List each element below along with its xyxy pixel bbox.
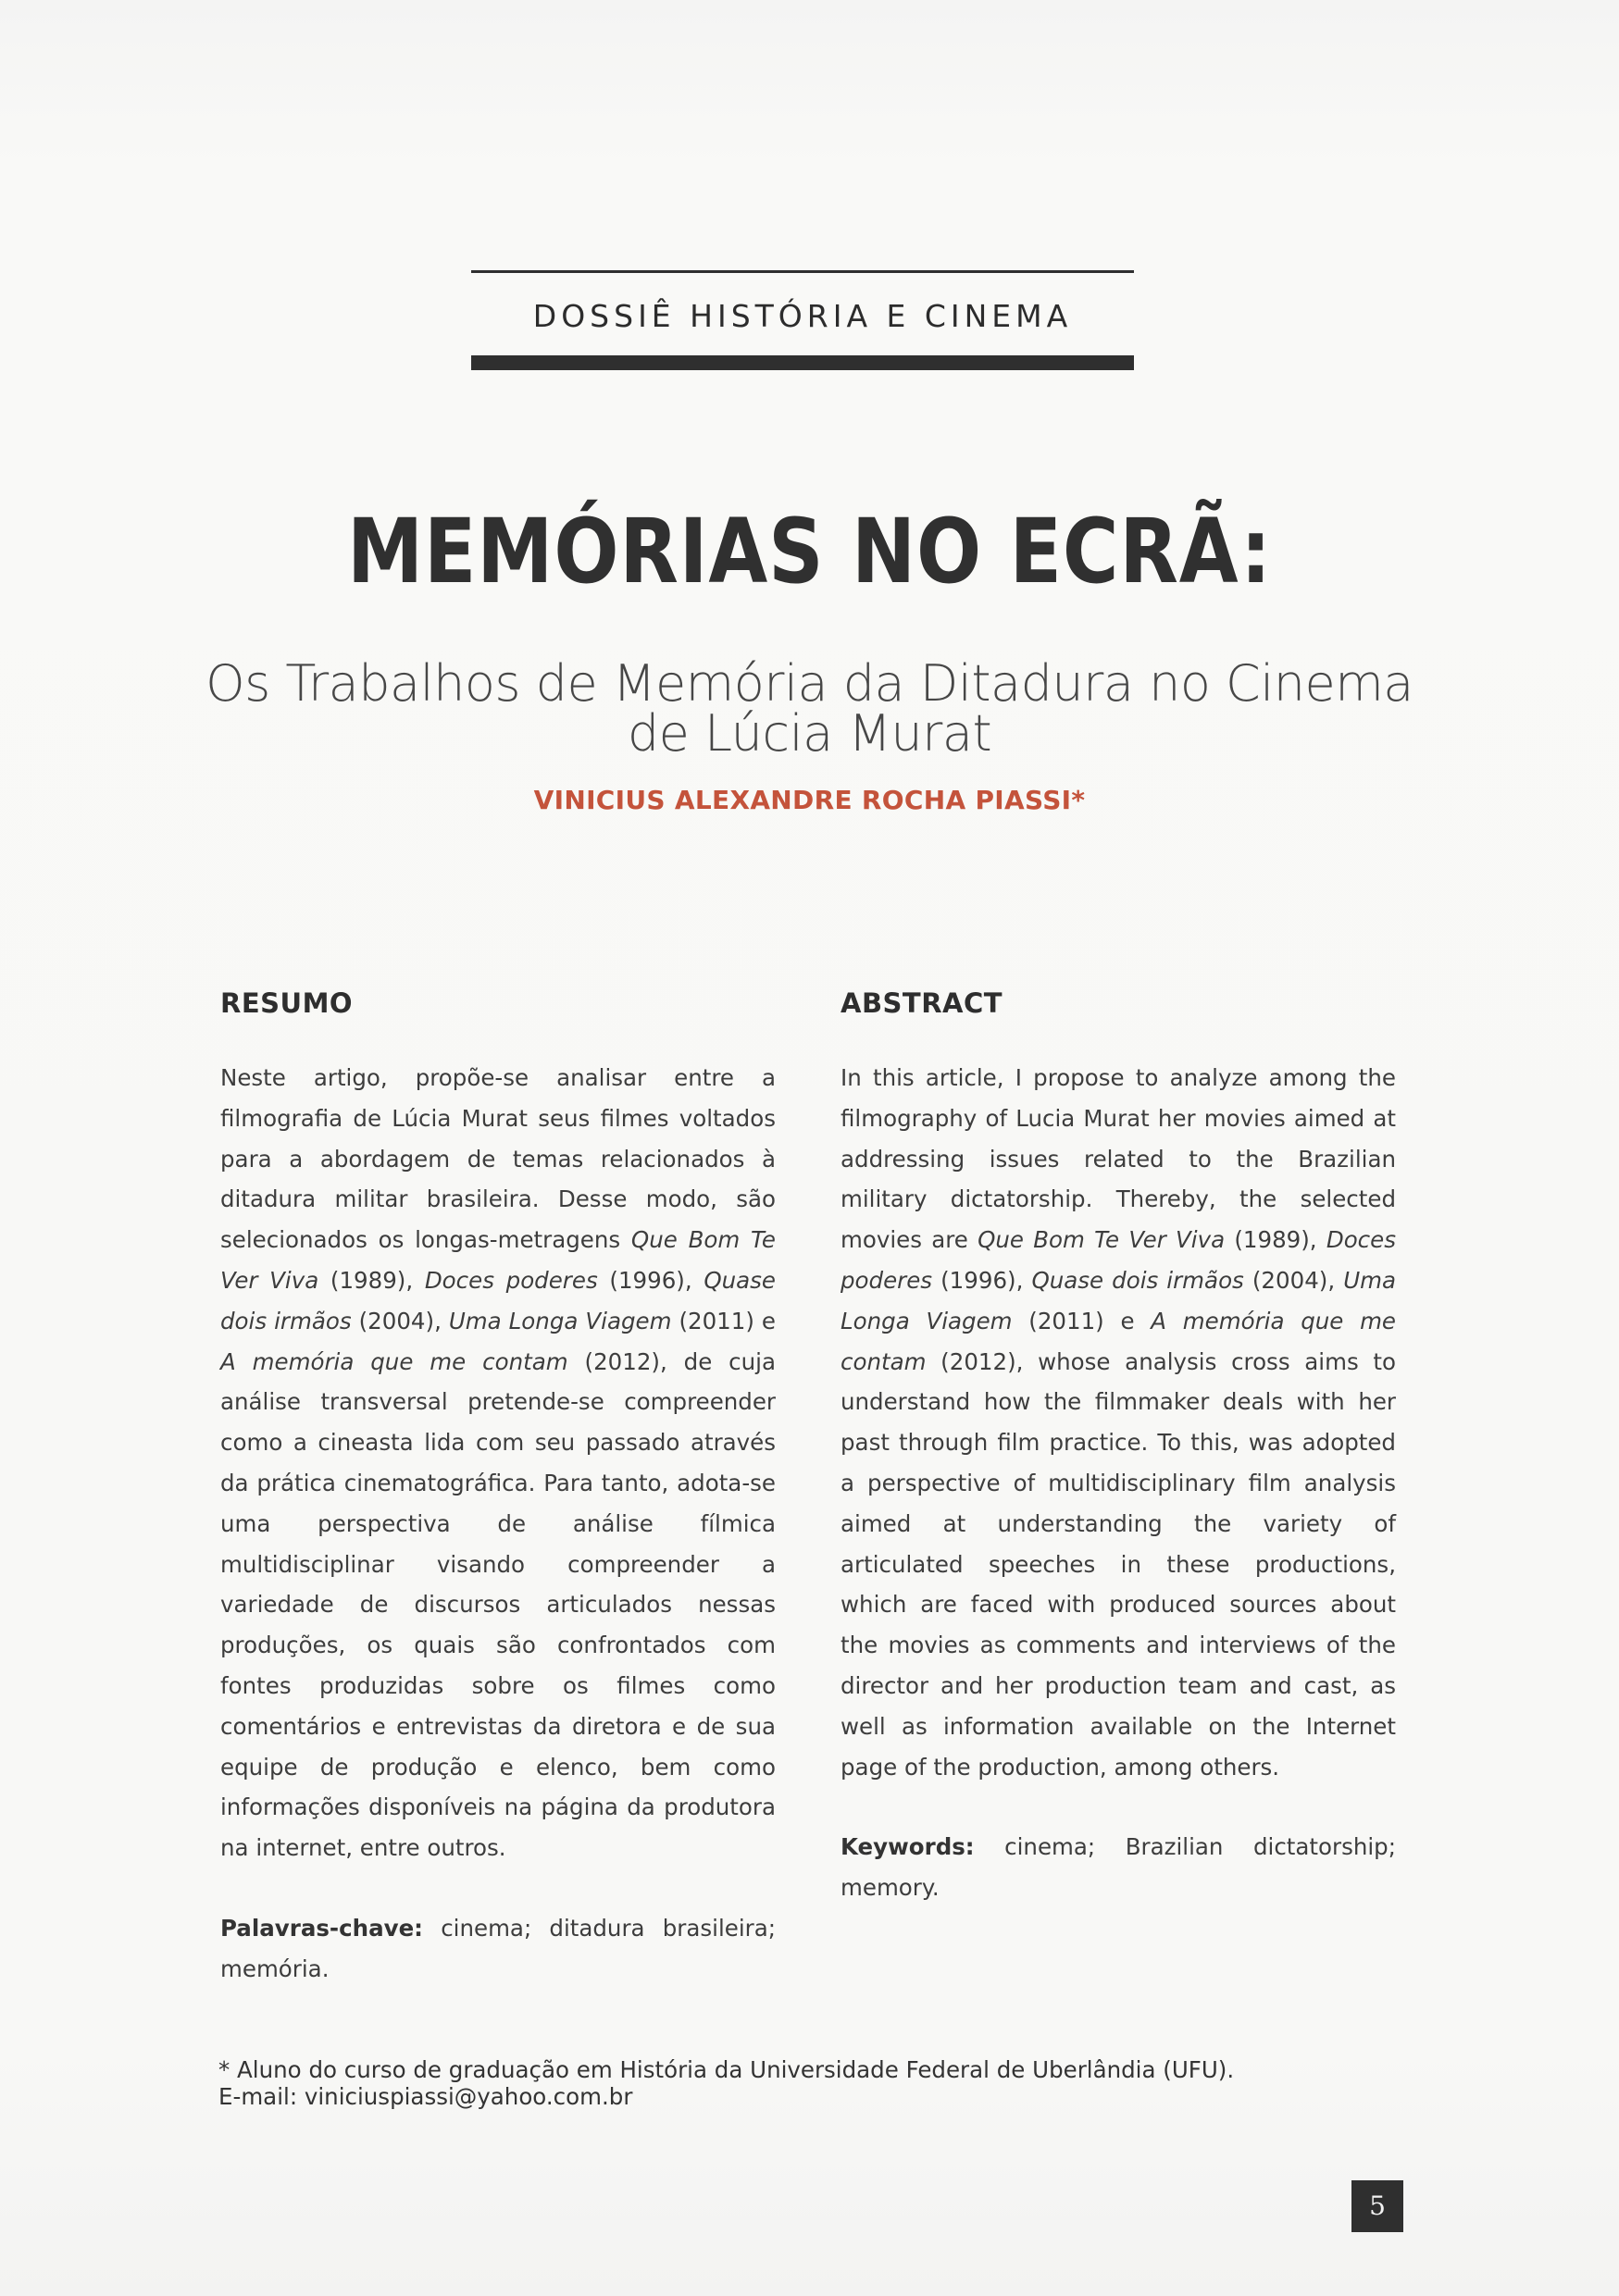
keywords-list: cinema; Brazilian dictatorship; memory. — [841, 1833, 1396, 1902]
subtitle-line-2: de Lúcia Murat — [627, 704, 992, 763]
keywords-list: cinema; ditadura brasileira; memória. — [220, 1914, 776, 1982]
abstract-text: (2011) e — [1012, 1307, 1152, 1334]
author-footnote — [218, 2056, 1234, 2110]
film-title: Uma Longa Viagem — [448, 1307, 672, 1334]
keywords-label: Keywords: — [841, 1833, 975, 1861]
film-title: A memória que me contam — [220, 1347, 568, 1375]
abstract-heading: ABSTRACT — [841, 987, 1003, 1019]
section-header — [471, 270, 1134, 370]
film-title: Quase dois irmãos — [1031, 1266, 1244, 1294]
page-number: 5 — [1351, 2180, 1403, 2232]
abstract-text: In this article, I propose to analyze among the filmography of Lucia Murat her movies aimed at addressing issues related to the Brazilian military dictatorship. Thereby, the selected movies are — [841, 1064, 1396, 1254]
header-bottom-rule — [471, 355, 1134, 370]
abstract-text: (2004), — [1243, 1266, 1344, 1294]
resumo-text: (1989), — [318, 1266, 425, 1294]
abstract-text: (1996), — [932, 1266, 1032, 1294]
header-top-rule — [471, 270, 1134, 273]
resumo-text: (2004), — [351, 1307, 449, 1334]
abstract-text: (2012), whose analysis cross aims to understand how the filmmaker deals with her past through film practice. To this, was adopted a perspective of multidisciplinary film analysis aimed at understanding the variety of articulated speeches in these productions, which are faced with produced sources about the movies as comments and interviews of the director and her production team and cast, as well as information available on the Internet page of the production, among others. — [841, 1347, 1396, 1781]
resumo-text: (2012), de cuja análise transversal pretende-se compreender como a cineasta lida com seu passado através da prática cinematográfica. Para tanto, adota-se uma perspectiva de análise fílmica multidisciplinar visando compreender a variedade de discursos articulados nessas produções, os quais são confrontados com fontes produzidas sobre os filmes como comentários e entrevistas da diretora e de sua equipe de produção e elenco, bem como informações disponíveis na página da produtora na internet, entre outros. — [220, 1347, 776, 1862]
abstract-column — [841, 984, 1396, 1908]
section-label: DOSSIÊ HISTÓRIA E CINEMA — [532, 298, 1073, 334]
keywords-label: Palavras-chave: — [220, 1914, 423, 1942]
film-title: Que Bom Te Ver Viva — [978, 1226, 1226, 1254]
film-title: Quase dois irmãos — [220, 1266, 776, 1334]
author-name: VINICIUS ALEXANDRE ROCHA PIASSI* — [533, 785, 1086, 815]
resumo-column — [220, 984, 776, 1990]
abstract-body — [841, 1058, 1396, 1787]
resumo-keywords — [220, 1908, 776, 1990]
resumo-body — [220, 1058, 776, 1868]
article-title: MEMÓRIAS NO ECRÃ: — [347, 500, 1272, 603]
film-title: A memória que me contam — [841, 1307, 1397, 1375]
subtitle-line-1: Os Trabalhos de Memória da Ditadura no Cinema — [205, 654, 1414, 713]
resumo-heading: RESUMO — [220, 987, 354, 1019]
resumo-text: (2011) e — [671, 1307, 776, 1334]
abstract-text: (1989), — [1225, 1226, 1326, 1254]
film-title: Doces poderes — [841, 1226, 1396, 1294]
film-title: Uma Longa Viagem — [841, 1266, 1396, 1334]
footnote-affiliation: * Aluno do curso de graduação em História da Universidade Federal de Uberlândia (UFU). — [218, 2056, 1235, 2083]
abstract-keywords — [841, 1827, 1396, 1908]
footnote-email: E-mail: viniciuspiassi@yahoo.com.br — [218, 2083, 633, 2110]
article-subtitle — [185, 654, 1434, 763]
film-title: Doces poderes — [424, 1266, 598, 1294]
film-title: Que Bom Te Ver Viva — [220, 1226, 777, 1294]
resumo-text: (1996), — [597, 1266, 704, 1294]
resumo-text: Neste artigo, propõe-se analisar entre a filmografia de Lúcia Murat seus filmes voltados para a abordagem de temas relacionados à ditadura militar brasileira. Desse modo, são selecionados os longas-metragens — [220, 1064, 776, 1254]
